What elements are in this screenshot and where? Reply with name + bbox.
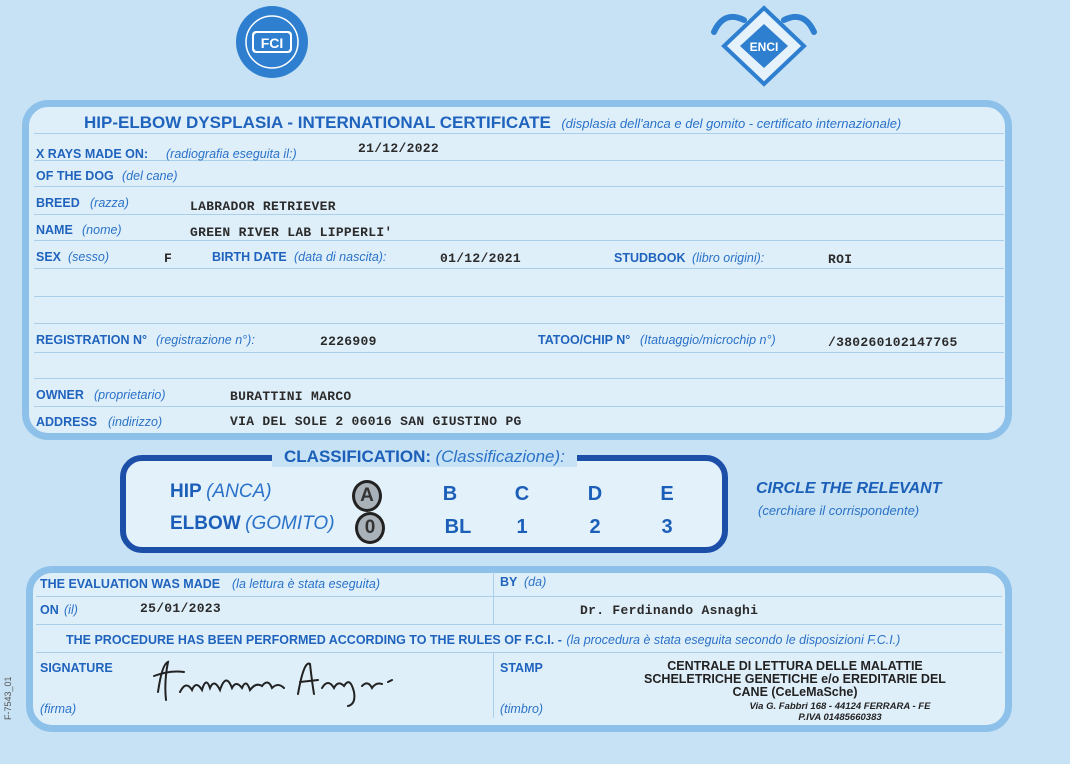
name-label: NAME	[36, 223, 73, 237]
stamp-label: STAMP	[500, 661, 543, 675]
sex-value: F	[164, 251, 173, 266]
classification-title	[272, 447, 577, 467]
owner-value: BURATTINI MARCO	[230, 389, 352, 404]
form-code: F-7543_01	[3, 676, 13, 720]
sex-label: SEX	[36, 250, 62, 264]
signature-label-it: (firma)	[40, 702, 77, 716]
stamp-label-it: (timbro)	[500, 702, 544, 716]
studbook-value: ROI	[828, 252, 853, 267]
circle-note-it: (cerchiare il corrispondente)	[758, 503, 920, 518]
elbow-grade-3[interactable]: 3	[661, 516, 673, 538]
classification-title-it: (Classificazione):	[435, 447, 565, 466]
registration-label-it: (registrazione n°):	[156, 333, 255, 347]
evaluation-made-label-it: (la lettura è stata eseguita)	[232, 577, 380, 591]
hip-grade-d[interactable]: D	[587, 483, 603, 505]
hip-grade-e[interactable]: E	[660, 483, 674, 505]
on-label: ON	[40, 603, 59, 617]
dog-label: OF THE DOG	[36, 169, 114, 183]
stamp	[630, 660, 960, 723]
breed-label: BREED	[36, 196, 80, 210]
svg-text:ENCI: ENCI	[749, 40, 779, 54]
title-en: HIP-ELBOW DYSPLASIA - INTERNATIONAL CERTIFICATE	[84, 113, 551, 132]
hip-label: HIP (ANCA)	[170, 481, 272, 502]
hip-grade-c[interactable]: C	[514, 483, 530, 505]
chip-label: TATOO/CHIP N°	[538, 333, 631, 347]
by-label-it: (da)	[524, 575, 547, 589]
studbook-label: STUDBOOK	[614, 251, 686, 265]
xrays-date: 21/12/2022	[358, 141, 440, 156]
birth-label-it: (data di nascita):	[294, 250, 387, 264]
owner-label: OWNER	[36, 388, 84, 402]
svg-text:FCI: FCI	[260, 35, 284, 51]
signature-label: SIGNATURE	[40, 661, 113, 675]
stamp-address: Via G. Fabbri 168 - 44124 FERRARA - FE	[749, 701, 931, 712]
elbow-grade-2[interactable]: 2	[589, 516, 601, 538]
hip-grade-a-circled[interactable]: A	[352, 480, 382, 512]
evaluation-made-label: THE EVALUATION WAS MADE	[40, 577, 221, 591]
elbow-label: ELBOW (GOMITO)	[170, 513, 335, 534]
elbow-grade-bl[interactable]: BL	[444, 516, 472, 538]
stamp-line-3: CANE (CeLeMaSche)	[732, 685, 858, 699]
on-label-it: (il)	[64, 603, 78, 617]
fci-logo	[234, 4, 310, 80]
birth-label: BIRTH DATE	[212, 250, 287, 264]
elbow-grade-0-circled[interactable]: 0	[355, 512, 385, 544]
evaluator-name: Dr. Ferdinando Asnaghi	[580, 603, 759, 618]
stamp-vat: P.IVA 01485660383	[798, 712, 882, 723]
studbook-label-it: (libro origini):	[692, 251, 765, 265]
title-it: (displasia dell'anca e del gomito - certificato internazionale)	[561, 116, 902, 131]
name-label-it: (nome)	[82, 223, 122, 237]
breed-value: LABRADOR RETRIEVER	[190, 199, 336, 214]
chip-value: /380260102147765	[828, 335, 958, 350]
evaluation-date: 25/01/2023	[140, 601, 222, 616]
certificate-title	[84, 113, 901, 133]
xrays-label: X RAYS MADE ON:	[36, 147, 149, 161]
owner-label-it: (proprietario)	[94, 388, 166, 402]
address-value: VIA DEL SOLE 2 06016 SAN GIUSTINO PG	[230, 414, 522, 429]
breed-label-it: (razza)	[90, 196, 129, 210]
registration-label: REGISTRATION N°	[36, 333, 148, 347]
registration-value: 2226909	[320, 334, 377, 349]
stamp-line-2: SCHELETRICHE GENETICHE e/o EREDITARIE DEL	[644, 672, 946, 686]
sex-label-it: (sesso)	[68, 250, 109, 264]
dog-label-it: (del cane)	[122, 169, 178, 183]
elbow-grade-1[interactable]: 1	[516, 516, 528, 538]
classification-box	[120, 455, 728, 553]
name-value: GREEN RIVER LAB LIPPERLI'	[190, 225, 393, 240]
handwritten-signature	[150, 652, 400, 710]
stamp-line-1: CENTRALE DI LETTURA DELLE MALATTIE	[667, 659, 923, 673]
classification-title-en: CLASSIFICATION:	[284, 447, 432, 466]
birth-value: 01/12/2021	[440, 251, 522, 266]
address-label-it: (indirizzo)	[108, 415, 163, 429]
xrays-label-it: (radiografia eseguita il:)	[166, 147, 297, 161]
enci-logo	[704, 2, 824, 92]
by-label: BY	[500, 575, 518, 589]
procedure-statement: THE PROCEDURE HAS BEEN PERFORMED ACCORDING TO THE RULES OF F.C.I. - (la procedura è stata eseguita secondo le disposizioni F.C.I.)	[66, 633, 901, 647]
hip-grade-b[interactable]: B	[442, 483, 458, 505]
chip-label-it: (Itatuaggio/microchip n°)	[640, 333, 776, 347]
circle-note: CIRCLE THE RELEVANT	[756, 480, 942, 497]
address-label: ADDRESS	[36, 415, 98, 429]
